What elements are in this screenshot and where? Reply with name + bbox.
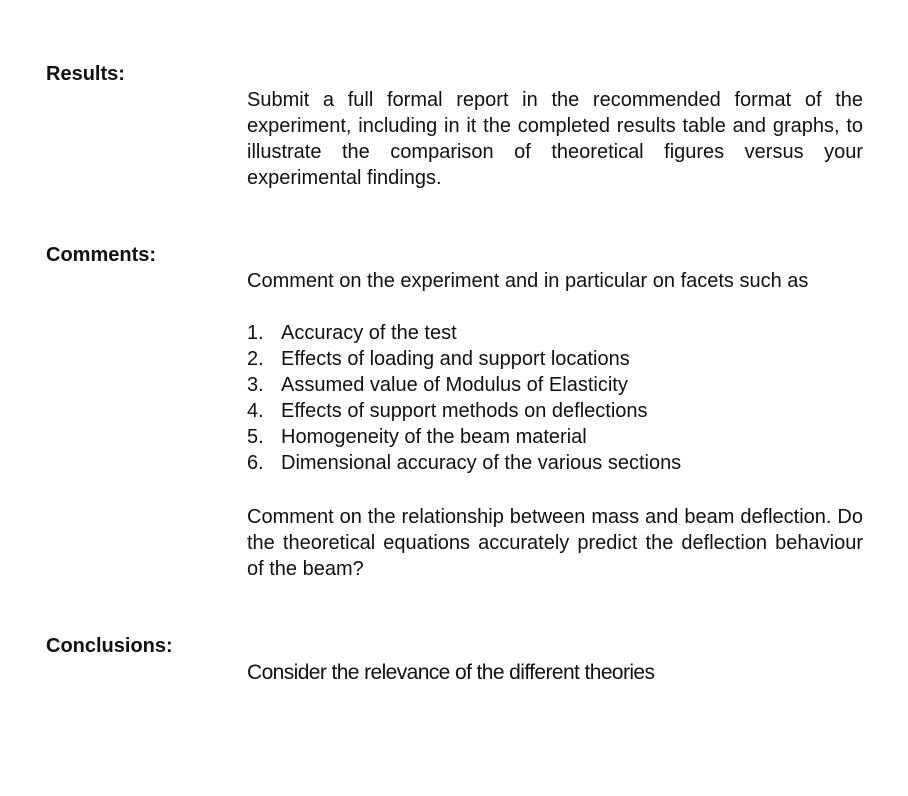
comments-intro: Comment on the experiment and in particular on facets such as [247,270,809,292]
list-item-number: 3. [247,374,264,396]
list-item-text: Homogeneity of the beam material [281,426,587,448]
list-item-number: 4. [247,400,264,422]
results-text: Submit a full formal report in the recommended format of the experiment, including in it the completed results table and graphs, to illustrate the comparison of theoretical figures versus your experimental findings. [247,89,863,189]
list-item-text: Effects of support methods on deflections [281,400,648,422]
comments-heading: Comments: [46,244,157,266]
list-item [247,398,863,424]
list-item-number: 6. [247,452,264,474]
list-item-text: Assumed value of Modulus of Elasticity [281,374,628,396]
conclusions-heading: Conclusions: [46,635,173,657]
list-item [247,346,863,372]
list-item [247,450,863,476]
list-item [247,372,863,398]
results-heading: Results: [46,63,125,85]
comments-followup: Comment on the relationship between mass and beam deflection. Do the theoretical equations accurately predict the deflection behaviour of the beam? [247,506,863,580]
conclusions-text: Consider the relevance of the different theories [247,661,655,684]
list-item-text: Dimensional accuracy of the various sections [281,452,682,474]
list-item [247,320,863,346]
list-item-number: 5. [247,426,264,448]
comments-facet-list [247,320,863,476]
list-item-text: Effects of loading and support locations [281,348,630,370]
list-item-number: 2. [247,348,264,370]
list-item [247,424,863,450]
list-item-text: Accuracy of the test [281,322,457,344]
list-item-number: 1. [247,322,264,344]
